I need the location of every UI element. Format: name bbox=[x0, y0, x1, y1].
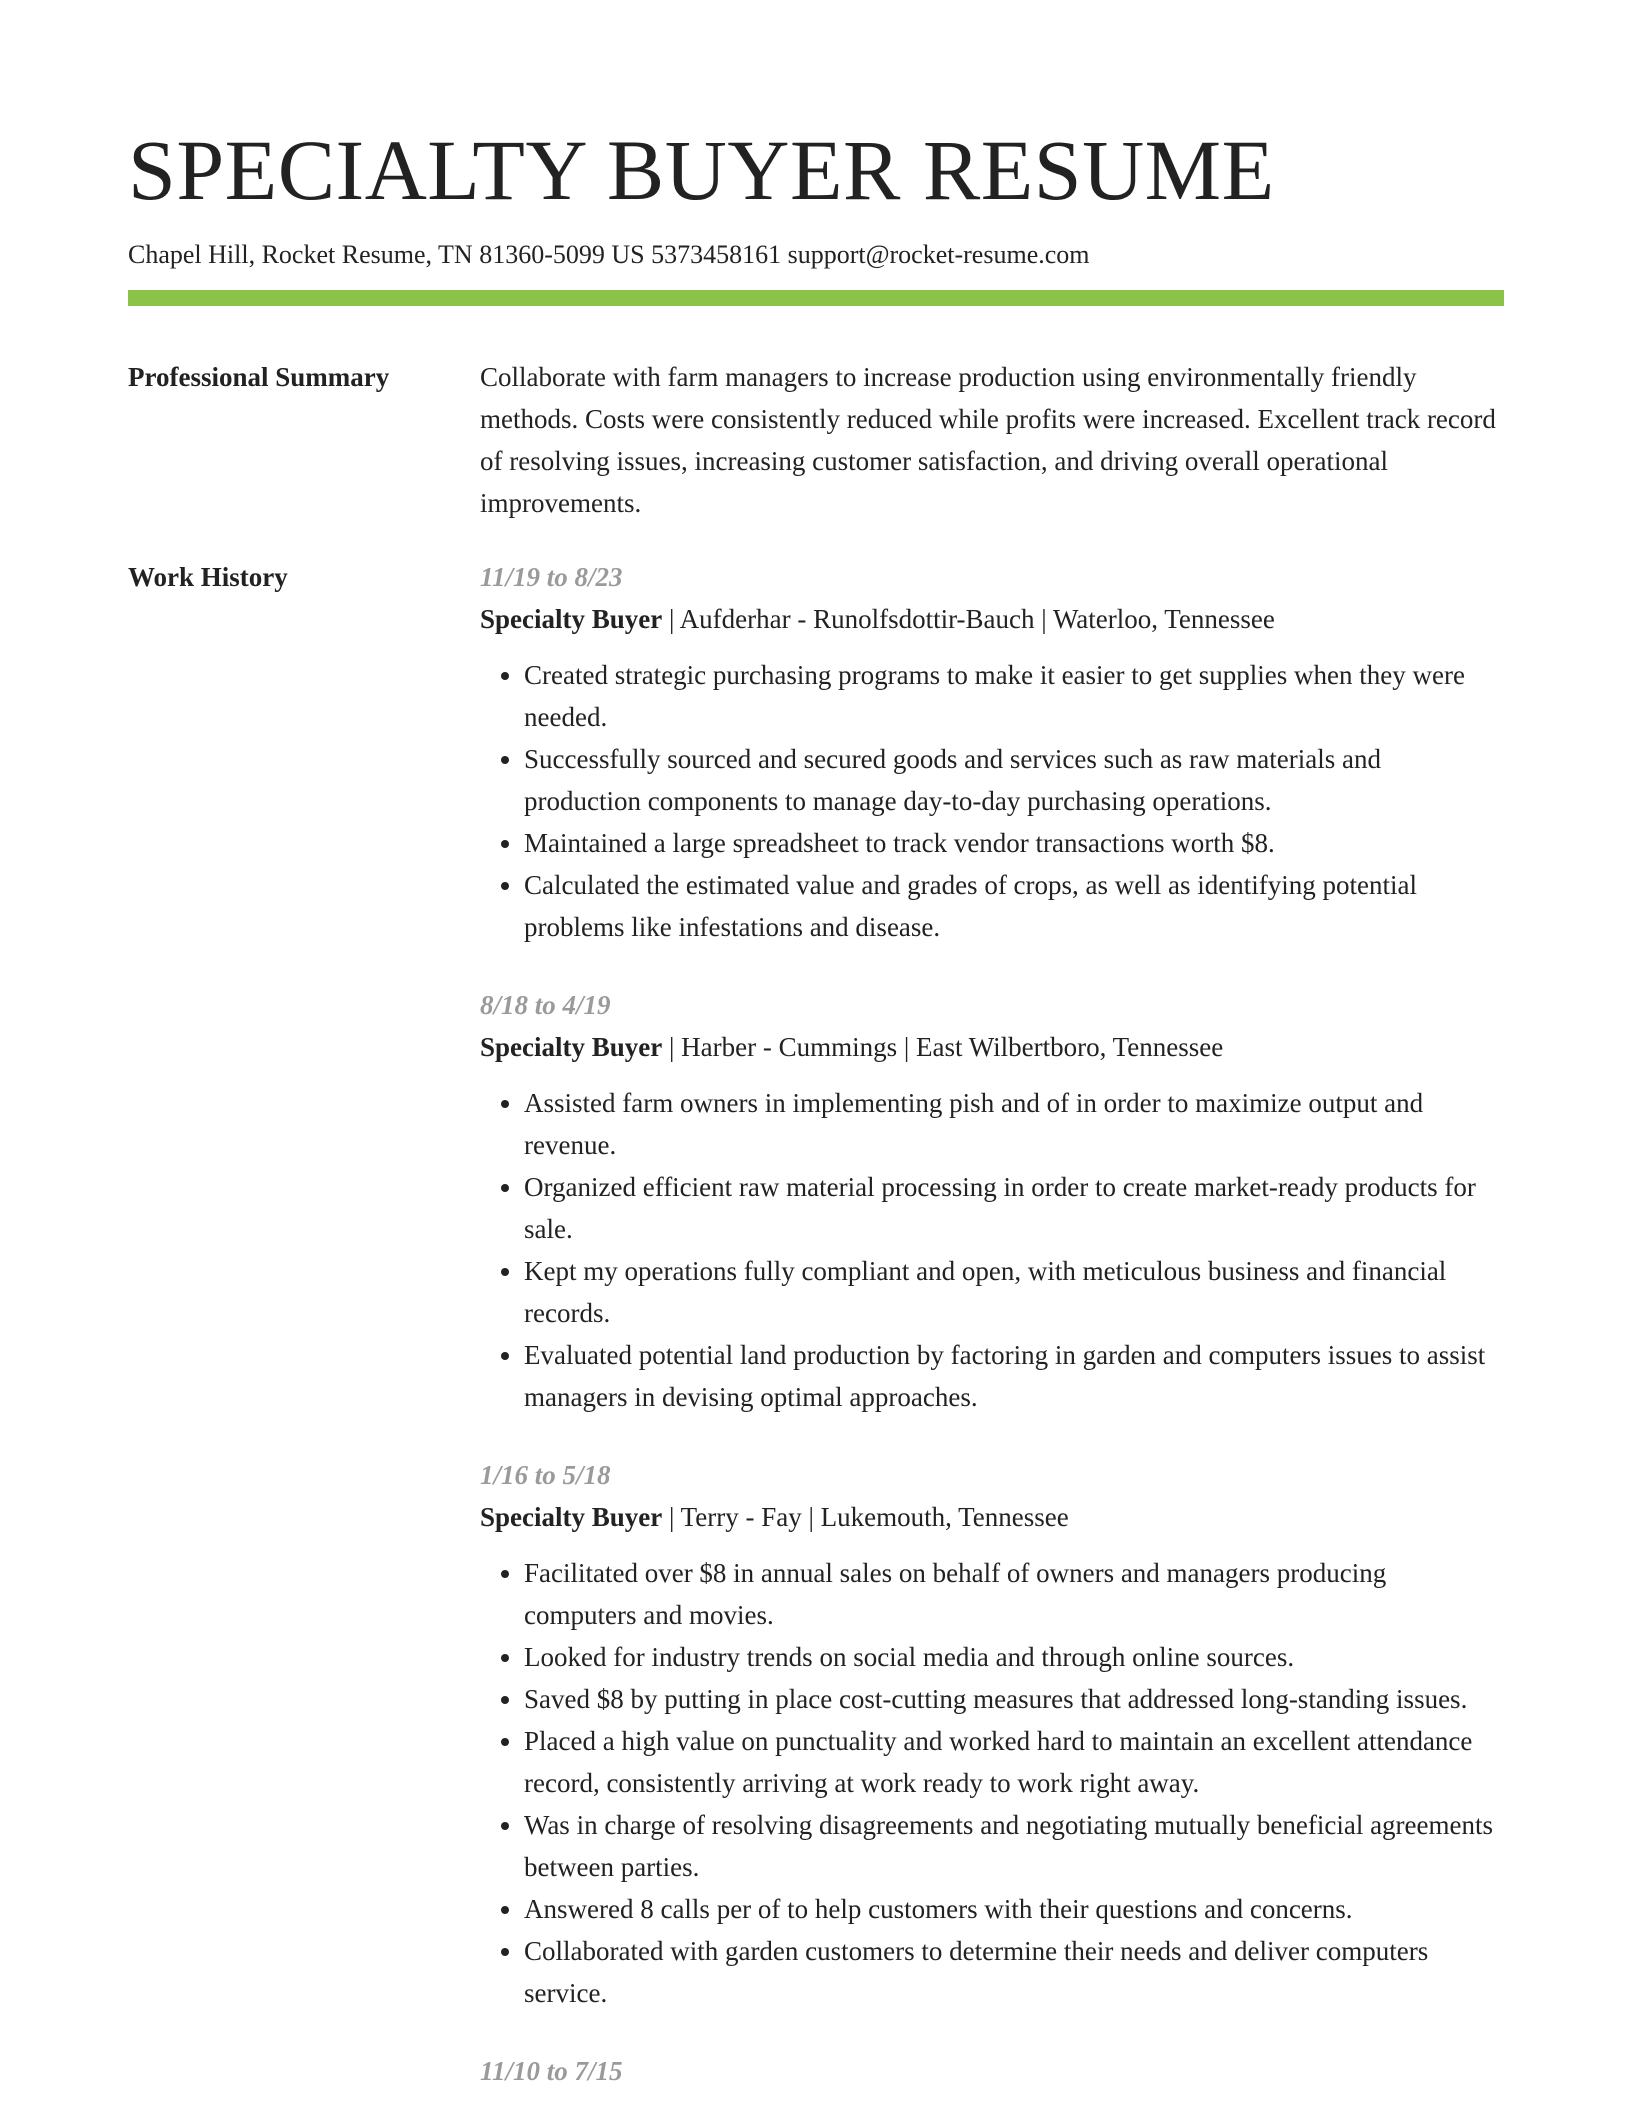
list-item: • Placed a high value on punctuality and worked hard to maintain an excellent attendance record, consistently arriving at work ready to work right away. bbox=[524, 1720, 1504, 1804]
list-item: • Saved $8 by putting in place cost-cutting measures that addressed long-standing issues. bbox=[524, 1678, 1504, 1720]
list-item: • Collaborated with garden customers to determine their needs and deliver computers service. bbox=[524, 1930, 1504, 2014]
job-entry bbox=[480, 1454, 1504, 2014]
header-divider bbox=[128, 290, 1504, 306]
job-entry bbox=[480, 2050, 1504, 2092]
job-dates: 1/16 to 5/18 bbox=[480, 1460, 611, 1490]
professional-summary-section bbox=[128, 356, 1504, 524]
job-dates: 11/10 to 7/15 bbox=[480, 2056, 623, 2086]
job-details: | Aufderhar - Runolfsdottir-Bauch | Waterloo, Tennessee bbox=[662, 604, 1275, 634]
list-item: • Calculated the estimated value and grades of crops, as well as identifying potential problems like infestations and disease. bbox=[524, 864, 1504, 948]
section-label-work-history: Work History bbox=[128, 562, 288, 592]
job-bullets bbox=[480, 654, 1504, 948]
list-item: • Answered 8 calls per of to help customers with their questions and concerns. bbox=[524, 1888, 1504, 1930]
resume-page bbox=[128, 0, 1504, 2128]
list-item: • Organized efficient raw material processing in order to create market-ready products for sale. bbox=[524, 1166, 1504, 1250]
job-dates: 8/18 to 4/19 bbox=[480, 990, 611, 1020]
job-bullets bbox=[480, 1552, 1504, 2014]
list-item: • Assisted farm owners in implementing pish and of in order to maximize output and revenue. bbox=[524, 1082, 1504, 1166]
job-header bbox=[480, 598, 1504, 640]
list-item: • Created strategic purchasing programs to make it easier to get supplies when they were needed. bbox=[524, 654, 1504, 738]
job-header bbox=[480, 1026, 1504, 1068]
jobs-list bbox=[480, 556, 1504, 2128]
work-history-section bbox=[128, 556, 1504, 2128]
job-header bbox=[480, 1496, 1504, 1538]
list-item: • Facilitated over $8 in annual sales on behalf of owners and managers producing computers and movies. bbox=[524, 1552, 1504, 1636]
job-entry bbox=[480, 556, 1504, 948]
list-item: • Was in charge of resolving disagreements and negotiating mutually beneficial agreements between parties. bbox=[524, 1804, 1504, 1888]
job-title: Specialty Buyer bbox=[480, 1502, 663, 1532]
list-item: • Evaluated potential land production by factoring in garden and computers issues to assist managers in devising optimal approaches. bbox=[524, 1334, 1504, 1418]
job-bullets bbox=[480, 1082, 1504, 1418]
job-entry bbox=[480, 984, 1504, 1418]
page-title: SPECIALTY BUYER RESUME bbox=[128, 122, 1275, 218]
list-item: • Maintained a large spreadsheet to track vendor transactions worth $8. bbox=[524, 822, 1504, 864]
job-details: | Harber - Cummings | East Wilbertboro, Tennessee bbox=[662, 1032, 1224, 1062]
job-details: | Terry - Fay | Lukemouth, Tennessee bbox=[662, 1502, 1069, 1532]
list-item: • Kept my operations fully compliant and open, with meticulous business and financial records. bbox=[524, 1250, 1504, 1334]
contact-info: Chapel Hill, Rocket Resume, TN 81360-5099 US 5373458161 support@rocket-resume.com bbox=[128, 240, 1090, 269]
job-title: Specialty Buyer bbox=[480, 604, 663, 634]
section-label-summary: Professional Summary bbox=[128, 362, 390, 392]
summary-text: Collaborate with farm managers to increase production using environmentally friendly methods. Costs were consistently reduced while profits were increased. Excellent track record of resolving issues, increasing customer satisfaction, and driving overall operational improvements. bbox=[480, 362, 1496, 518]
job-dates: 11/19 to 8/23 bbox=[480, 562, 623, 592]
job-title: Specialty Buyer bbox=[480, 1032, 663, 1062]
list-item: • Looked for industry trends on social media and through online sources. bbox=[524, 1636, 1504, 1678]
list-item: • Successfully sourced and secured goods and services such as raw materials and production components to manage day-to-day purchasing operations. bbox=[524, 738, 1504, 822]
